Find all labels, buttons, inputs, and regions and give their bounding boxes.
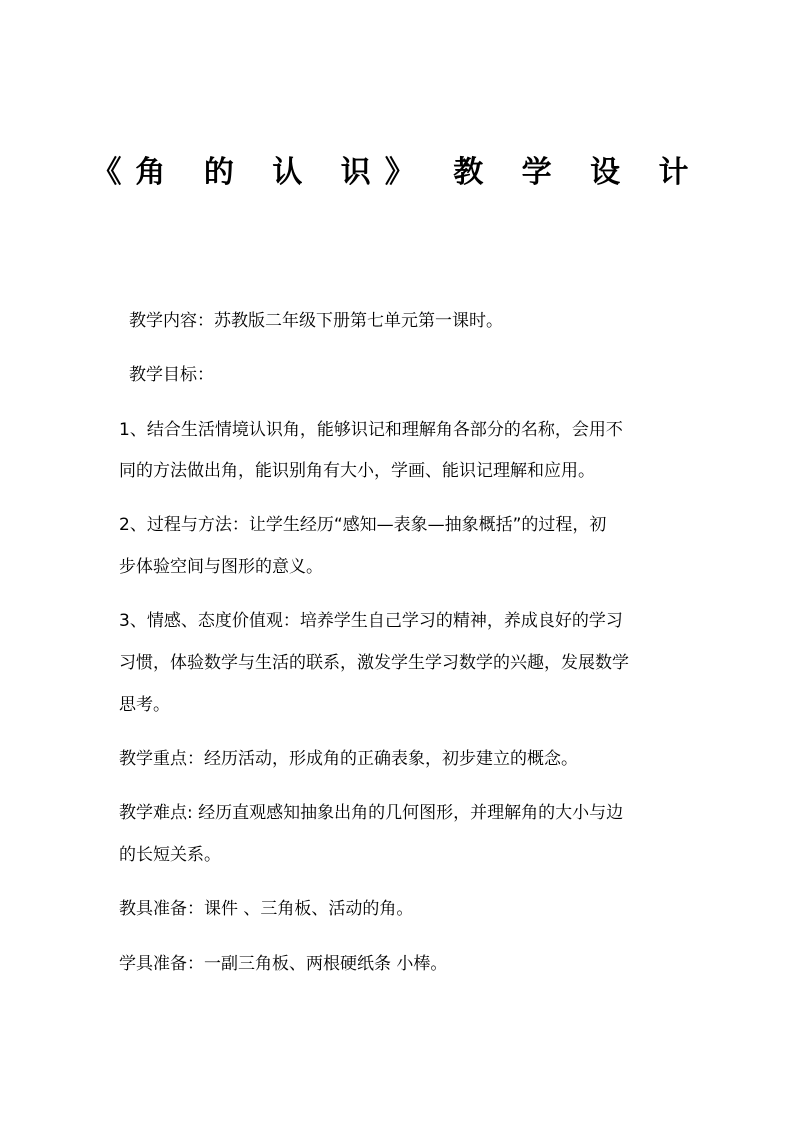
objective-3-line-3: 思考。: [119, 695, 170, 715]
student-aids-line: 学具准备：一副三角板、两根硬纸条 小棒。: [119, 954, 448, 974]
objective-1-line-1: 1、结合生活情境认识角，能够识记和理解角各部分的名称，会用不: [119, 420, 623, 440]
difficult-points-line-2: 的长短关系。: [119, 845, 221, 865]
key-points-line: 教学重点：经历活动，形成角的正确表象，初步建立的概念。: [119, 749, 578, 769]
objective-3-line-2: 习惯，体验数学与生活的联系，激发学生学习数学的兴趣，发展数学: [119, 653, 629, 673]
teaching-content-line: 教学内容：苏教版二年级下册第七单元第一课时。: [129, 311, 503, 331]
objective-2-line-1: 2、过程与方法：让学生经历“感知—表象—抽象概括”的过程，初: [119, 515, 607, 535]
difficult-points-line-1: 教学难点: 经历直观感知抽象出角的几何图形，并理解角的大小与边: [119, 803, 624, 823]
document-title: 《角 的 认 识》 教 学 设 计: [91, 155, 703, 190]
teaching-aids-line: 教具准备：课件 、三角板、活动的角。: [119, 899, 414, 919]
teaching-objectives-heading: 教学目标：: [129, 365, 214, 385]
objective-1-line-2: 同的方法做出角，能识别角有大小，学画、能识记理解和应用。: [119, 461, 595, 481]
objective-2-line-2: 步体验空间与图形的意义。: [119, 557, 323, 577]
objective-3-line-1: 3、情感、态度价值观：培养学生自己学习的精神，养成良好的学习: [119, 611, 623, 631]
